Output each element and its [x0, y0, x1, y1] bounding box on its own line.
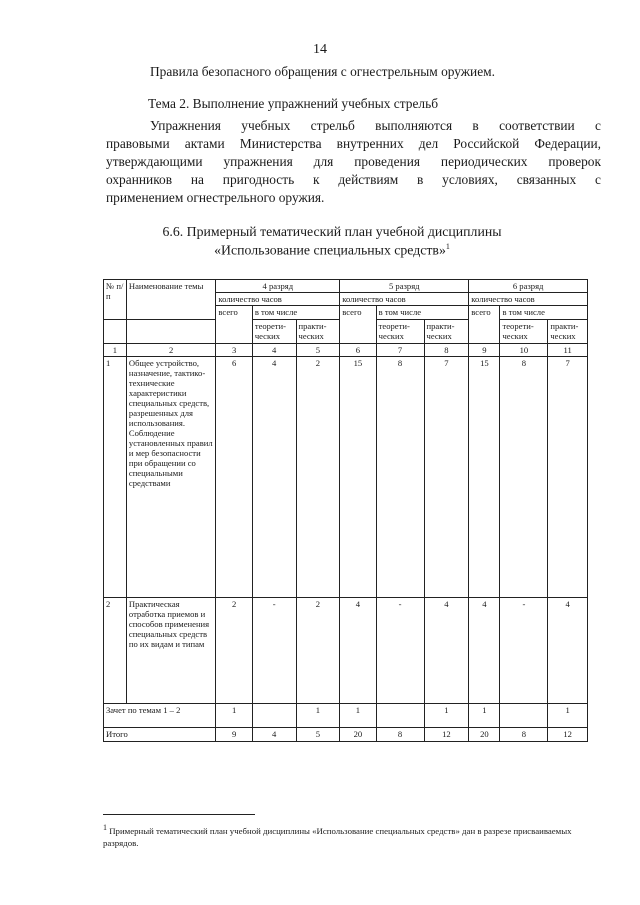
paragraph-line: правовыми актами Министерства внутренних дел Российской Федерации, [106, 136, 601, 151]
row-value: 15 [469, 357, 500, 598]
total-value: 8 [376, 728, 424, 742]
paragraph-line: охранников на пригодность к действиям в условиях, связанных с [106, 172, 601, 187]
row-value: 4 [252, 357, 296, 598]
total-value: 9 [216, 728, 252, 742]
header-theory: теорети-ческих [376, 320, 424, 344]
header-incl: в том числе [252, 306, 339, 320]
column-number: 9 [469, 344, 500, 357]
row-value: 15 [340, 357, 376, 598]
row-number: 2 [104, 598, 127, 704]
header-grade-4: 4 разряд [216, 280, 340, 293]
header-hours: количество часов [469, 293, 588, 306]
header-incl: в том числе [500, 306, 588, 320]
header-num: № п/п [104, 280, 127, 320]
credit-value: 1 [424, 704, 469, 728]
credit-row [104, 704, 588, 728]
column-number: 8 [424, 344, 469, 357]
row-value: 7 [424, 357, 469, 598]
header-name: Наименование темы [126, 280, 216, 320]
thematic-plan-table [103, 279, 588, 742]
header-row [104, 280, 588, 293]
column-number: 3 [216, 344, 252, 357]
column-number: 1 [104, 344, 127, 357]
credit-value: 1 [296, 704, 340, 728]
row-number: 1 [104, 357, 127, 598]
table-row [104, 598, 588, 704]
header-hours: количество часов [340, 293, 469, 306]
row-value: 6 [216, 357, 252, 598]
topic-title: Тема 2. Выполнение упражнений учебных стрельб [148, 96, 439, 111]
total-value: 8 [500, 728, 548, 742]
row-value: 8 [500, 357, 548, 598]
header-theory: теорети-ческих [500, 320, 548, 344]
header-total: всего [469, 306, 500, 344]
section-subtitle [12, 242, 640, 259]
header-incl: в том числе [376, 306, 469, 320]
credit-label: Зачет по темам 1 – 2 [104, 704, 216, 728]
total-value: 12 [424, 728, 469, 742]
intro-line: Правила безопасного обращения с огнестрельным оружием. [150, 64, 495, 79]
row-name: Практическая отработка приемов и способов применения специальных средств по их видам и типам [126, 598, 216, 704]
row-value: - [500, 598, 548, 704]
column-number: 7 [376, 344, 424, 357]
section-subtitle-text: «Использование специальных средств» [214, 242, 446, 258]
column-number: 4 [252, 344, 296, 357]
table-row [104, 357, 588, 598]
header-total: всего [340, 306, 376, 344]
section-title: 6.6. Примерный тематический план учебной дисциплины [162, 224, 502, 239]
column-number-row [104, 344, 588, 357]
column-number: 2 [126, 344, 216, 357]
total-row [104, 728, 588, 742]
row-value: - [376, 598, 424, 704]
header-grade-6: 6 разряд [469, 280, 588, 293]
header-practice: практи-ческих [548, 320, 588, 344]
column-number: 5 [296, 344, 340, 357]
credit-value [500, 704, 548, 728]
row-value: 7 [548, 357, 588, 598]
header-theory: теорети-ческих [252, 320, 296, 344]
total-value: 4 [252, 728, 296, 742]
credit-value [252, 704, 296, 728]
total-label: Итого [104, 728, 216, 742]
header-spacer [104, 320, 127, 344]
header-total: всего [216, 306, 252, 344]
column-number: 11 [548, 344, 588, 357]
paragraph-line: утверждающими упражнения для проведения периодических проверок [106, 154, 601, 169]
credit-value: 1 [469, 704, 500, 728]
header-practice: практи-ческих [424, 320, 469, 344]
total-value: 20 [340, 728, 376, 742]
footnote [103, 822, 588, 849]
row-value: 4 [340, 598, 376, 704]
credit-value [376, 704, 424, 728]
row-value: - [252, 598, 296, 704]
header-spacer [126, 320, 216, 344]
row-value: 8 [376, 357, 424, 598]
credit-value: 1 [340, 704, 376, 728]
row-value: 4 [548, 598, 588, 704]
total-value: 12 [548, 728, 588, 742]
credit-value: 1 [216, 704, 252, 728]
footnote-ref: 1 [445, 242, 450, 251]
row-value: 2 [216, 598, 252, 704]
row-value: 4 [469, 598, 500, 704]
credit-value: 1 [548, 704, 588, 728]
row-value: 2 [296, 357, 340, 598]
header-hours: количество часов [216, 293, 340, 306]
paragraph-line: Упражнения учебных стрельб выполняются в соответствии с [150, 118, 601, 133]
row-value: 4 [424, 598, 469, 704]
paragraph-line: применением огнестрельного оружия. [106, 190, 325, 205]
row-value: 2 [296, 598, 340, 704]
column-number: 6 [340, 344, 376, 357]
footnote-mark: 1 [103, 823, 107, 832]
footnote-text: Примерный тематический план учебной дисциплины «Использование специальных средств» дан в разрезе присваиваемых разрядов. [103, 825, 572, 848]
row-name: Общее устройство, назначение, тактико-технические характеристики специальных средств, разрешенных для использования. Соблюдение установленных правил и мер безопасности при обращении со специальными средствами [126, 357, 216, 598]
column-number: 10 [500, 344, 548, 357]
total-value: 5 [296, 728, 340, 742]
header-practice: практи-ческих [296, 320, 340, 344]
footnote-divider [103, 814, 255, 815]
header-grade-5: 5 разряд [340, 280, 469, 293]
total-value: 20 [469, 728, 500, 742]
page-number: 14 [313, 42, 327, 57]
